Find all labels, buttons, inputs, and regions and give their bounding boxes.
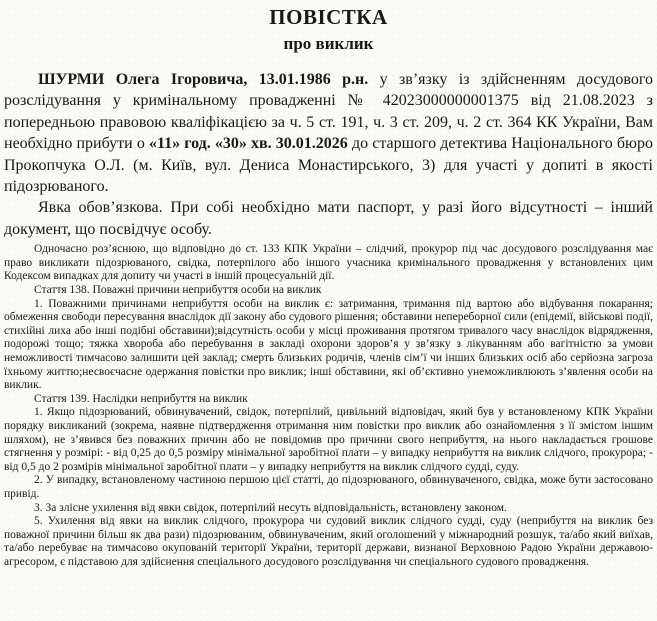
- legal-note-article-138-part-1: 1. Поважними причинами неприбуття особи на виклик є: затримання, тримання під вартою або відбування покарання; обмеження свободи пересування внаслідок дії закону або судового рішення; обставини непереборної сили (епідемії, військові події, стихійні лиха або інші подібні обставини);відсутність особи у місці проживання протягом тривалого часу внаслідок відрядження, подорожі тощо; тяжка хвороба або перебування в закладі охорони здоров’я у зв’язку з лікуванням або вагітністю за умови неможливості тимчасово залишити цей заклад; смерть близьких родичів, членів сім’ї чи інших близьких осіб або серйозна загроза їхньому життю;несвоєчасне одержання повістки про виклик; інші обставини, які об’єктивно унеможливлюють з’явлення особи на виклик.: [4, 297, 653, 392]
- legal-note-article-138-heading: Стаття 138. Поважні причини неприбуття особи на виклик: [34, 284, 322, 297]
- legal-note-article-139-part-1: 1. Якщо підозрюваний, обвинувачений, свідок, потерпілий, цивільний відповідач, який був у встановленому КПК України порядку викликаний (зокрема, наявне підтвердження отримання ним повістки про виклик або ознайомлення з її змістом іншим шляхом), не з’явився без поважних причин або не повідомив про причини свого неприбуття, на нього накладається грошове стягнення у розмірі: - від 0,25 до 0,5 розміру мінімальної заробітної плати – у випадку неприбуття на виклик слідчого, прокурора; - від 0,5 до 2 розмірів мінімальної заробітної плати – у випадку неприбуття на виклик слідчого судді, суду.: [4, 406, 653, 473]
- summoned-person-name: ШУРМИ Олега Ігоровича, 13.01.1986 р.н.: [38, 71, 369, 88]
- document-title: ПОВІСТКА: [269, 5, 388, 29]
- legal-note-explanation: Одночасно роз’яснюю, що відповідно до ст. 133 КПК України – слідчий, прокурор під час досудового розслідування має право викликати підозрюваного, свідка, потерпілого або іншого учасника кримінального провадження у встановлених цим Кодексом випадках для допиту чи участі в іншій процесуальній дії.: [4, 243, 653, 283]
- legal-note-article-139-part-3: 3. За злісне ухилення від явки свідок, потерпілий несуть відповідальність, встановлену законом.: [34, 501, 507, 514]
- legal-note-article-139-part-2: 2. У випадку, встановленому частиною першою цієї статті, до підозрюваного, обвинуваченого, свідка, може бути застосовано привід.: [4, 474, 653, 500]
- document-subtitle: про виклик: [283, 34, 374, 53]
- summons-body: [4, 69, 653, 240]
- legal-note-article-139-heading: Стаття 139. Наслідки неприбуття на виклик: [34, 392, 248, 405]
- summons-text-after-name: у зв’язку із здійсненням досудового розслідування у кримінальному провадженні № 42023000000001375 від 21.08.2023 з попередньою правовою кваліфікацією за ч. 5 ст. 191, ч. 3 ст. 209, ч. 2 ст. 364 КК України, Вам необхідно прибути о: [4, 71, 654, 153]
- legal-note-article-139-part-5: 5. Ухилення від явки на виклик слідчого, прокурора чи судовий виклик слідчого судді, суду (неприбуття на виклик без поважної причини більш як два рази) підозрюваним, обвинуваченим, який оголошений у міжнародний розшук, та/або який виїхав, та/або перебуває на тимчасово окупованій території України, території держави, визнаної Верховною Радою України державою-агресором, є підставою для здійснення спеціального досудового розслідування чи спеціального судового провадження.: [4, 515, 653, 568]
- attendance-notice-paragraph: Явка обов’язкова. При собі необхідно мати паспорт, у разі його відсутності – інший документ, що посвідчує особу.: [4, 199, 653, 238]
- summons-paragraph: [4, 69, 653, 197]
- summons-text-after-datetime: до старшого детектива Національного бюро Прокопчука О.Л. (м. Київ, вул. Дениса Монастирського, 3) для участі у допиті в якості підозрюваного.: [4, 135, 653, 196]
- legal-notes: [4, 243, 653, 569]
- appearance-datetime: «11» год. «30» хв. 30.01.2026: [148, 135, 348, 153]
